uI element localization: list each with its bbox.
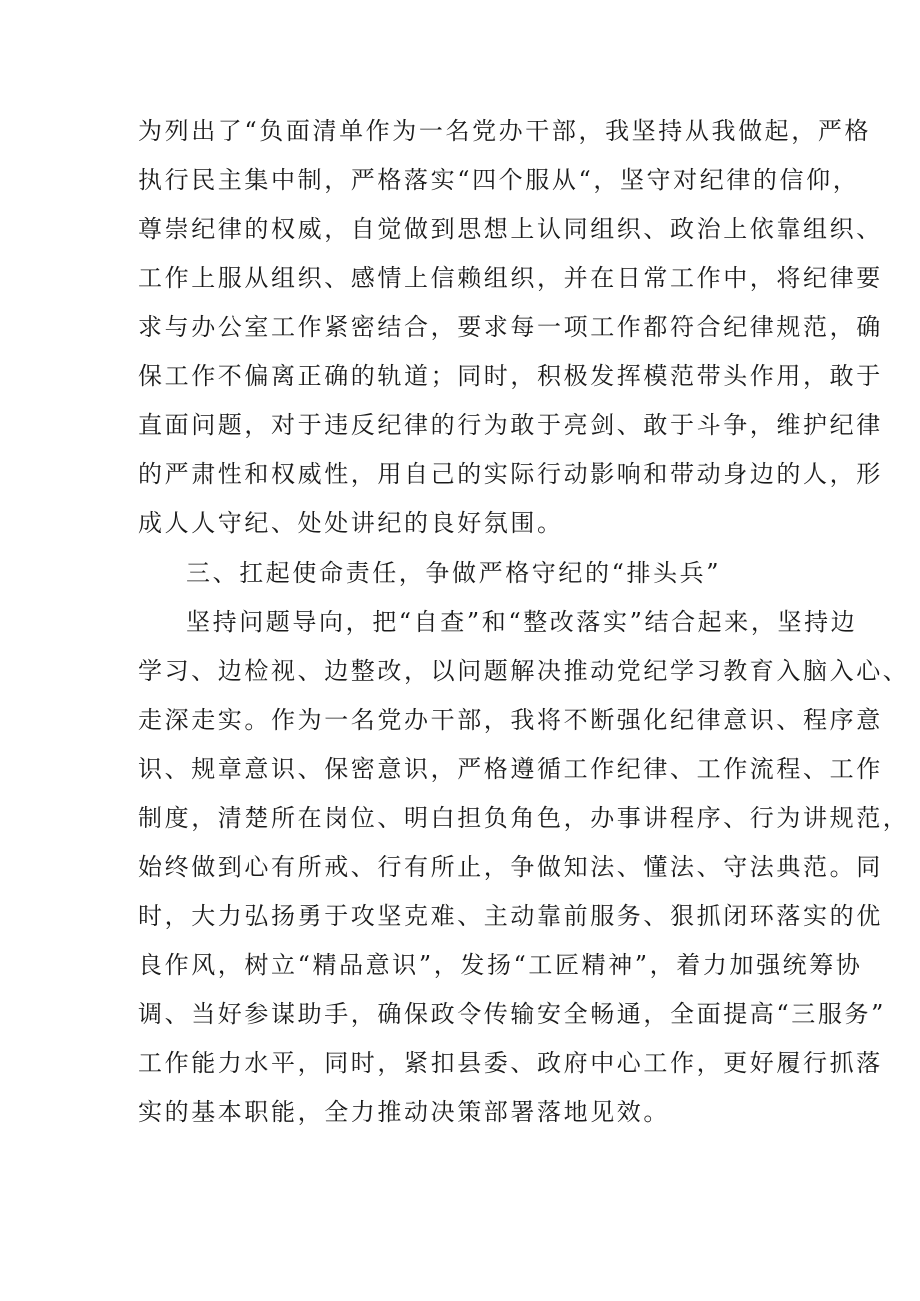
paragraph-line: 调、当好参谋助手，确保政令传输安全畅通，全面提高“三服务” xyxy=(138,1000,886,1028)
paragraph-line: 工作能力水平，同时，紧扣县委、政府中心工作，更好履行抓落 xyxy=(138,1049,883,1077)
paragraph-line: 为列出了“负面清单作为一名党办干部，我坚持从我做起，严格 xyxy=(138,117,872,145)
paragraph-line: 保工作不偏离正确的轨道；同时，积极发挥模范带头作用，敢于 xyxy=(138,362,883,390)
paragraph-line: 时，大力弘扬勇于攻坚克难、主动靠前服务、狠抓闭环落实的优 xyxy=(138,902,883,930)
paragraph-line: 始终做到心有所戒、行有所止，争做知法、懂法、守法典范。同 xyxy=(138,853,883,881)
paragraph-line: 求与办公室工作紧密结合，要求每一项工作都符合纪律规范，确 xyxy=(138,313,883,341)
paragraph-line: 学习、边检视、边整改，以问题解决推动党纪学习教育入脑入心、 xyxy=(138,657,910,685)
paragraph-line: 成人人守纪、处处讲纪的良好氛围。 xyxy=(138,509,564,537)
paragraph-line: 直面问题，对于违反纪律的行为敢于亮剑、敢于斗争，维护纪律 xyxy=(138,411,883,439)
paragraph-line: 走深走实。作为一名党办干部，我将不断强化纪律意识、程序意 xyxy=(138,706,883,734)
paragraph-line: 制度，清楚所在岗位、明白担负角色，办事讲程序、行为讲规范， xyxy=(138,804,910,832)
paragraph-line: 的严肃性和权威性，用自己的实际行动影响和带动身边的人，形 xyxy=(138,460,883,488)
paragraph-line: 尊崇纪律的权威，自觉做到思想上认同组织、政治上依靠组织、 xyxy=(138,215,883,243)
paragraph-line: 执行民主集中制，严格落实“四个服从“，坚守对纪律的信仰， xyxy=(138,166,860,194)
section-heading: 三、扛起使命责任，争做严格守纪的“排头兵” xyxy=(186,559,722,587)
paragraph-line: 实的基本职能，全力推动决策部署落地见效。 xyxy=(138,1098,670,1126)
paragraph-line: 良作风，树立“精品意识”，发扬“工匠精神”，着力加强统筹协 xyxy=(138,951,863,979)
paragraph-line: 识、规章意识、保密意识，严格遵循工作纪律、工作流程、工作 xyxy=(138,755,883,783)
paragraph-line: 工作上服从组织、感情上信赖组织，并在日常工作中，将纪律要 xyxy=(138,264,883,292)
paragraph-line: 坚持问题导向，把“自查”和“整改落实”结合起来，坚持边 xyxy=(186,608,858,636)
